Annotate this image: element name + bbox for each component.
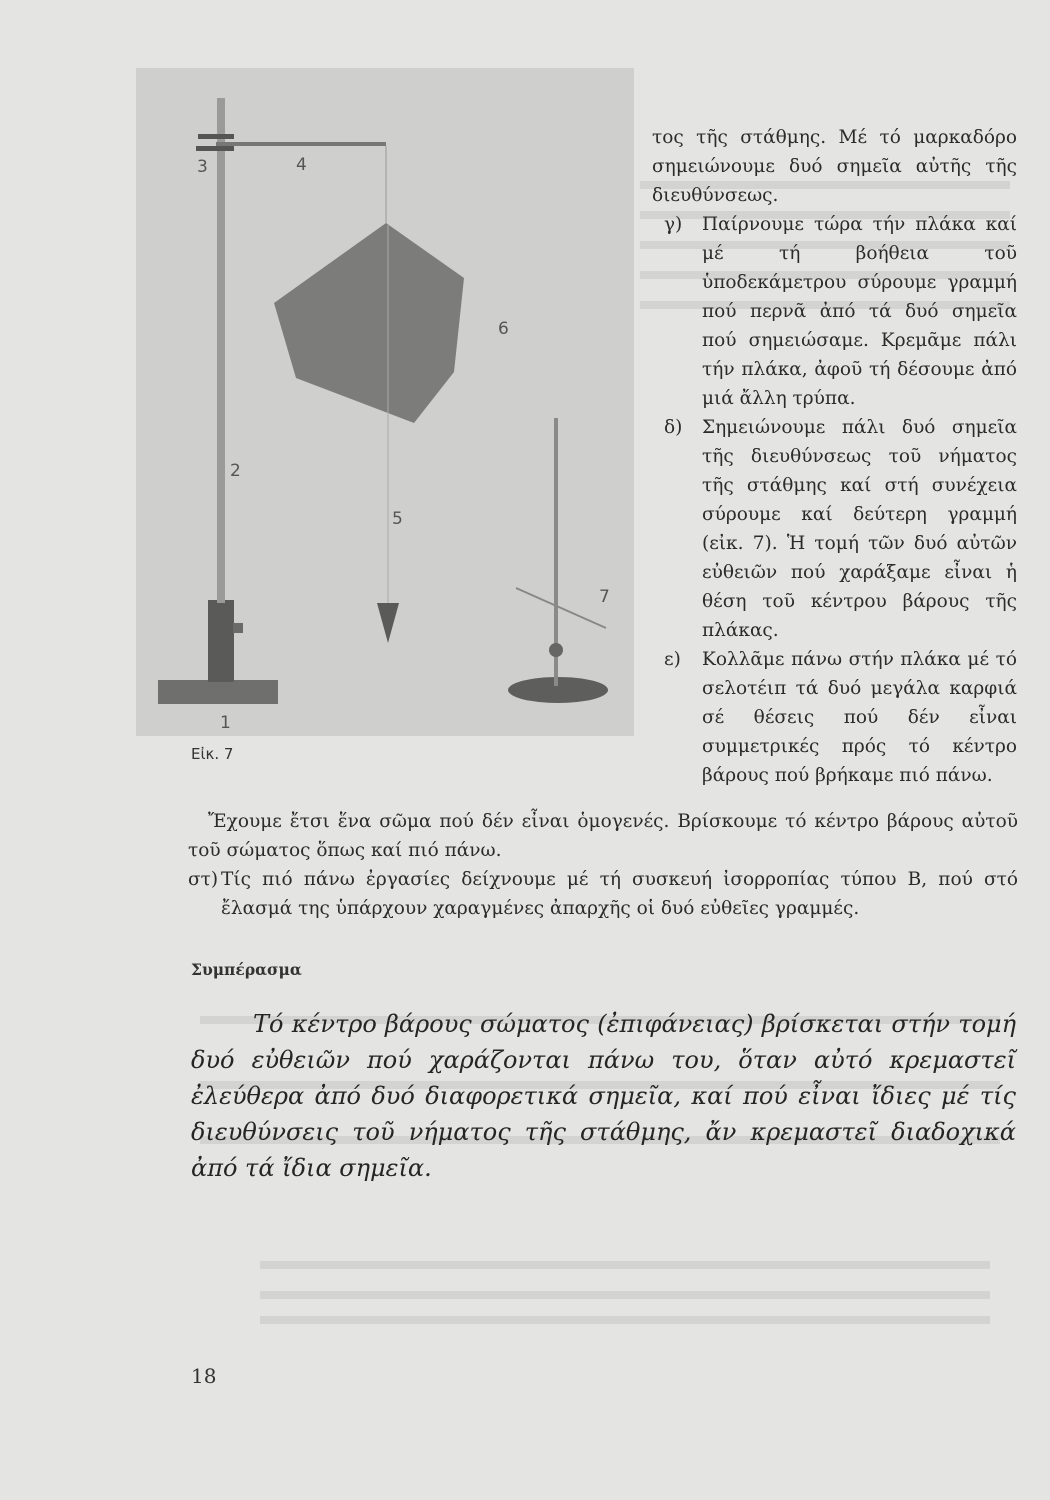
- stand-socket: [208, 600, 234, 682]
- conclusion-text: [191, 1006, 1016, 1186]
- step-gamma: [652, 210, 1017, 413]
- figure-label-3: 3: [197, 157, 208, 177]
- figure-caption: Εἰκ. 7: [191, 745, 234, 763]
- step-st: [188, 865, 1018, 923]
- step-label: ε): [664, 649, 681, 670]
- clamp-bottom: [196, 146, 234, 151]
- figure-label-7: 7: [599, 587, 610, 607]
- section-heading: Συμπέρασμα: [191, 960, 302, 979]
- step-text: Παίρνουμε τώρα τήν πλάκα καί μέ τή βοήθεια τοῦ ὑποδεκάμετρου σύρουμε γραμμή πού περνᾶ ἀπό τά δυό σημεῖα πού σημειώσαμε. Κρεμᾶμε πάλι τήν πλάκα, ἀφοῦ τή δέσουμε ἀπό μιά ἄλλη τρύπα.: [702, 214, 1017, 409]
- paragraph-body: Ἔχουμε ἔτσι ἕνα σῶμα πού δέν εἶναι ὁμογενές. Βρίσκουμε τό κέντρο βάρους αὐτοῦ τοῦ σώματος ὅπως καί πιό πάνω.: [188, 811, 1018, 861]
- figure-label-6: 6: [498, 319, 509, 339]
- stand-rod: [217, 98, 225, 603]
- full-width-text: [188, 807, 1018, 923]
- figure-label-4: 4: [296, 155, 307, 175]
- step-delta: [652, 413, 1017, 645]
- clamp-top: [198, 134, 234, 139]
- horizontal-arm: [216, 142, 386, 146]
- socket-screw: [233, 623, 243, 633]
- step-epsilon: [652, 645, 1017, 790]
- step-label: δ): [664, 417, 683, 438]
- figure-label-2: 2: [230, 461, 241, 481]
- step-label: γ): [664, 214, 683, 235]
- stand-base: [158, 680, 278, 704]
- step-text: Τίς πιό πάνω ἐργασίες δείχνουμε μέ τή συσκευή ἰσορροπίας τύπου Β, πού στό ἔλασμά της ὑπάρχουν χαραγμένες ἀπαρχῆς οἱ δυό εὐθεῖες γραμμές.: [221, 869, 1018, 919]
- intro-paragraph: τος τῆς στάθμης. Μέ τό μαρκαδόρο σημειώνουμε δυό σημεῖα αὐτῆς τῆς διευθύνσεως.: [652, 127, 1017, 206]
- page-number: 18: [191, 1364, 217, 1388]
- figure-label-5: 5: [392, 509, 403, 529]
- step-text: Σημειώνουμε πάλι δυό σημεῖα τῆς διευθύνσεως τοῦ νήματος τῆς στάθμης καί στή συνέχεια σύρουμε καί δεύτερη γραμμή (εἰκ. 7). Ἡ τομή τῶν δυό αὐτῶν εὐθειῶν πού χαράξαμε εἶναι ἡ θέση τοῦ κέντρου βάρους τῆς πλάκας.: [702, 417, 1017, 641]
- step-text: Κολλᾶμε πάνω στήν πλάκα μέ τό σελοτέιπ τά δυό μεγάλα καρφιά σέ θέσεις πού δέν εἶναι συμμετρικές πρός τό κέντρο βάρους πού βρήκαμε πιό πάνω.: [702, 649, 1017, 786]
- figure-label-1: 1: [220, 713, 231, 733]
- step-label: στ): [188, 869, 219, 890]
- right-column-text: [652, 123, 1017, 790]
- conclusion-body: Τό κέντρο βάρους σώματος (ἐπιφάνειας) βρίσκεται στήν τομή δυό εὐθειῶν πού χαράζονται πάνω του, ὅταν αὐτό κρεμαστεῖ ἐλεύθερα ἀπό δυό διαφορετικά σημεῖα, καί πού εἶναι ἴδιες μέ τίς διευθύνσεις τοῦ νήματος τῆς στάθμης, ἄν κρεμαστεῖ διαδοχικά ἀπό τά ἴδια σημεῖα.: [191, 1010, 1016, 1182]
- balance-pivot: [549, 643, 563, 657]
- figure-balance-apparatus: [136, 68, 634, 736]
